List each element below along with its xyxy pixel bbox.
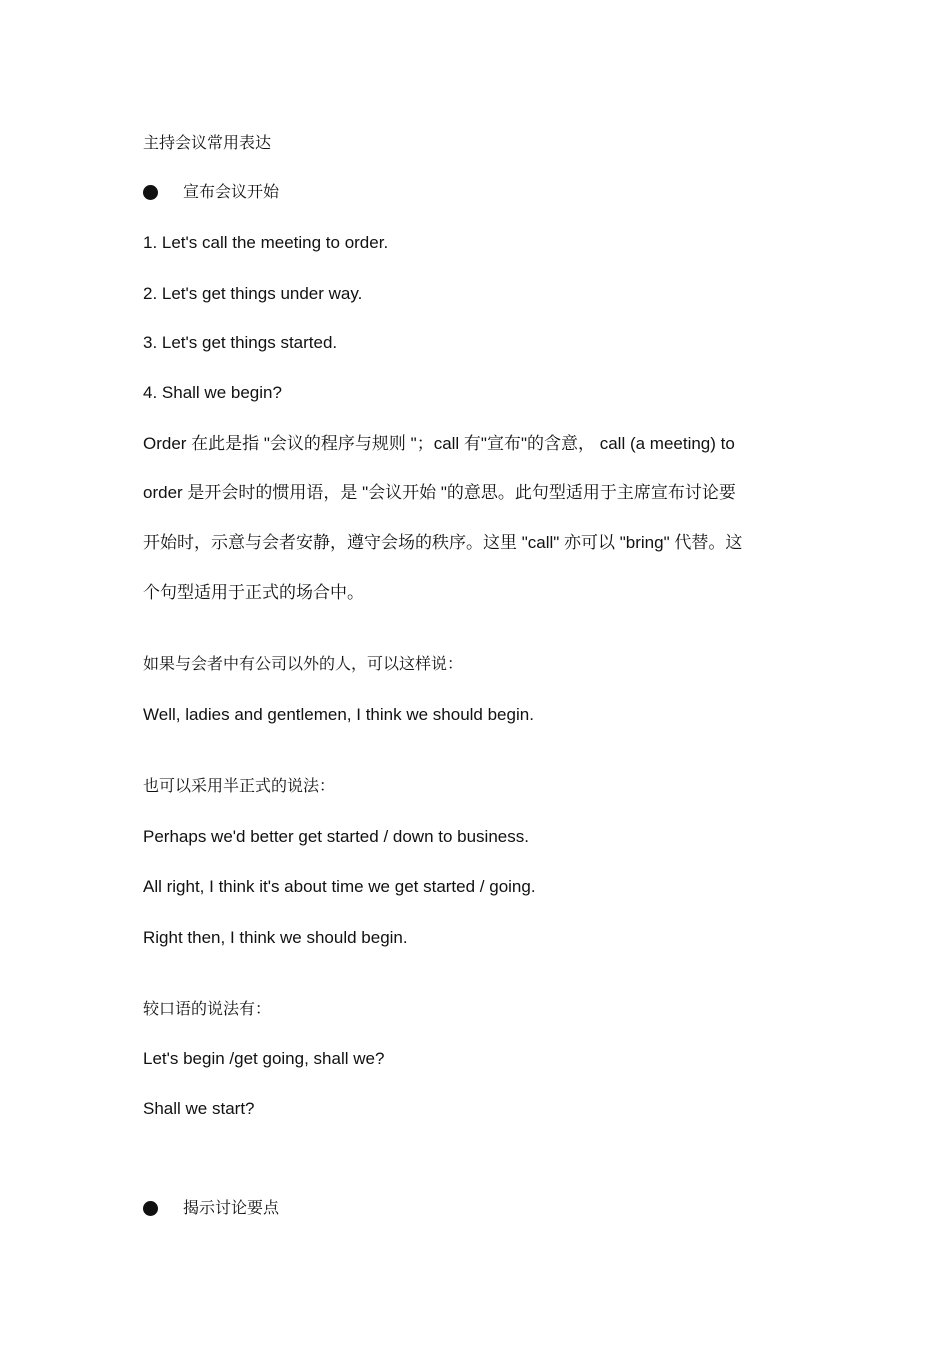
document-title: 主持会议常用表达 <box>143 133 272 152</box>
colloquial-intro: 较口语的说法有： <box>143 999 272 1018</box>
section-heading-text: 揭示讨论要点 <box>183 1198 280 1217</box>
explanation-paragraph <box>143 433 795 604</box>
paragraph-line: order 是开会时的惯用语，是 "会议开始 "的意思。此句型适用于主席宣布讨论要 <box>143 483 736 502</box>
phrase-line: 4. Shall we begin? <box>143 383 282 402</box>
example-line: Well, ladies and gentlemen, I think we should begin. <box>143 705 534 724</box>
section-heading-text: 宣布会议开始 <box>183 182 280 201</box>
example-line: Perhaps we'd better get started / down to business. <box>143 827 529 846</box>
section-heading-start-meeting <box>143 181 279 203</box>
section-heading-discussion-points <box>143 1197 279 1219</box>
example-line: All right, I think it's about time we get started / going. <box>143 877 536 896</box>
phrase-line: 3. Let's get things started. <box>143 333 338 352</box>
paragraph-line: 个句型适用于正式的场合中。 <box>143 583 364 603</box>
paragraph-line: Order 在此是指 "会议的程序与规则 "；call 有"宣布"的含意， call (a meeting) to <box>143 434 735 453</box>
bullet-icon <box>143 1201 158 1216</box>
example-line: Shall we start? <box>143 1099 255 1118</box>
phrase-line: 1. Let's call the meeting to order. <box>143 233 389 252</box>
phrase-line: 2. Let's get things under way. <box>143 284 363 303</box>
paragraph-line: 开始时，示意与会者安静，遵守会场的秩序。这里 "call" 亦可以 "bring" 代替。这 <box>143 533 743 552</box>
bullet-icon <box>143 185 158 200</box>
example-line: Right then, I think we should begin. <box>143 928 408 947</box>
example-line: Let's begin /get going, shall we? <box>143 1049 385 1068</box>
semiformal-intro: 也可以采用半正式的说法： <box>143 776 336 795</box>
outsiders-intro: 如果与会者中有公司以外的人，可以这样说： <box>143 654 464 673</box>
